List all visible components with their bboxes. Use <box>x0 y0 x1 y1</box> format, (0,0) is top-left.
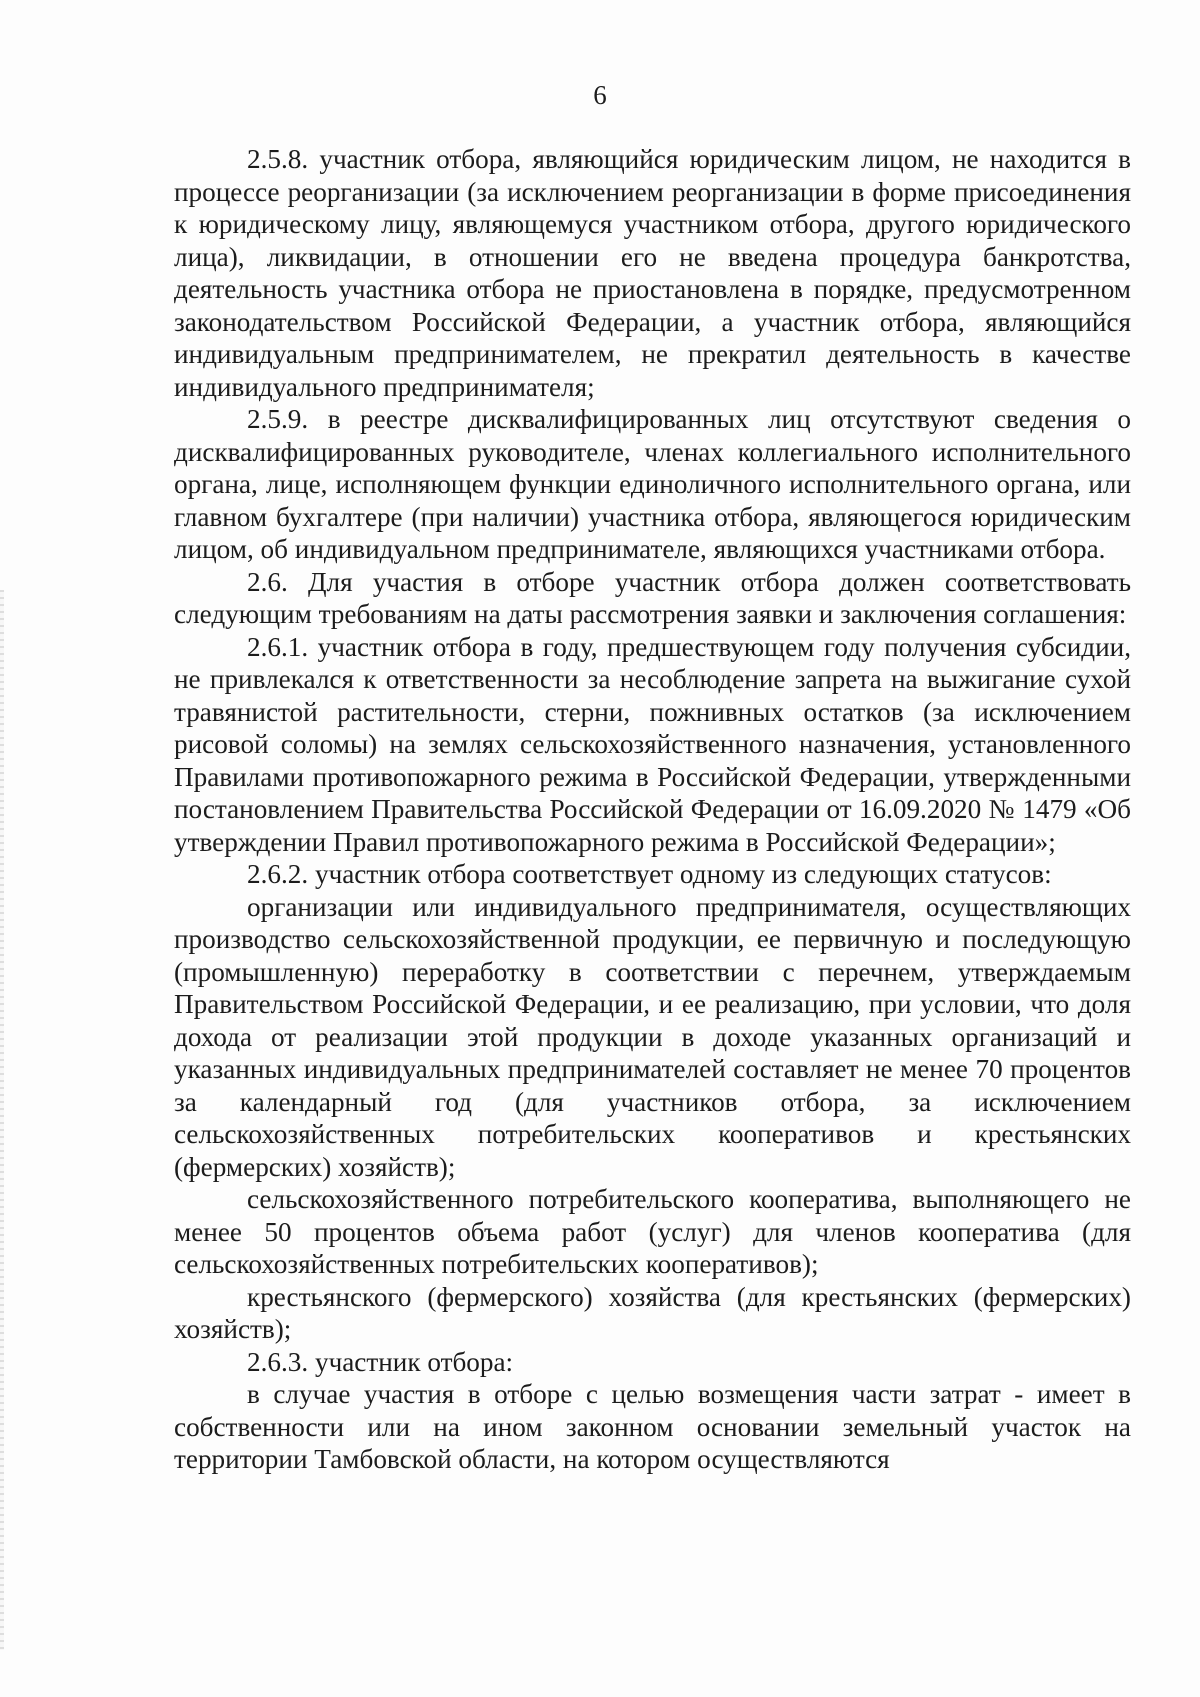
paragraph-2-5-9: 2.5.9. в реестре дисквалифицированных лиц отсутствуют сведения о дисквалифицированных руководителе, членах коллегиального исполнительного органа, лице, исполняющем функции единоличного исполнительного органа, или главном бухгалтере (при наличии) участника отбора, являющегося юридическим лицом, об индивидуальном предпринимателе, являющихся участниками отбора. <box>174 404 1131 564</box>
paragraph-status-organization: организации или индивидуального предпринимателя, осуществляющих производство сельскохозяйственной продукции, ее первичную и последующую (промышленную) переработку в соответствии с перечнем, утверждаемым Правительством Российской Федерации, и ее реализацию, при условии, что доля дохода от реализации этой продукции в доходе указанных организаций и указанных индивидуальных предпринимателей составляет не менее 70 процентов за календарный год (для участников отбора, за исключением сельскохозяйственных потребительских кооперативов и крестьянских (фермерских) хозяйств); <box>174 891 1131 1182</box>
scan-binding-edge <box>0 590 4 1650</box>
paragraph-2-6: 2.6. Для участия в отборе участник отбора должен соответствовать следующим требованиям на даты рассмотрения заявки и заключения соглашения: <box>174 566 1131 629</box>
document-body <box>174 143 1131 1476</box>
paragraph-status-farm: крестьянского (фермерского) хозяйства (для крестьянских (фермерских) хозяйств); <box>174 1281 1131 1344</box>
paragraph-land-plot: в случае участия в отборе с целью возмещения части затрат - имеет в собственности или на ином законном основании земельный участок на территории Тамбовской области, на котором осуществляются <box>174 1379 1131 1474</box>
paragraph-2-6-1: 2.6.1. участник отбора в году, предшествующем году получения субсидии, не привлекался к ответственности за несоблюдение запрета на выжигание сухой травянистой растительности, стерни, пожнивных остатков (за исключением рисовой соломы) на землях сельскохозяйственного назначения, установленного Правилами противопожарного режима в Российской Федерации, утвержденными постановлением Правительства Российской Федерации от 16.09.2020 № 1479 «Об утверждении Правил противопожарного режима в Российской Федерации»; <box>174 631 1131 857</box>
paragraph-2-5-8: 2.5.8. участник отбора, являющийся юридическим лицом, не находится в процессе реорганизации (за исключением реорганизации в форме присоединения к юридическому лицу, являющемуся участником отбора, другого юридического лица), ликвидации, в отношении его не введена процедура банкротства, деятельность участника отбора не приостановлена в порядке, предусмотренном законодательством Российской Федерации, а участник отбора, являющийся индивидуальным предпринимателем, не прекратил деятельность в качестве индивидуального предпринимателя; <box>174 144 1131 402</box>
paragraph-2-6-2: 2.6.2. участник отбора соответствует одному из следующих статусов: <box>247 859 1052 889</box>
paragraph-2-6-3: 2.6.3. участник отбора: <box>247 1346 514 1377</box>
page-number: 6 <box>593 80 607 110</box>
paragraph-status-cooperative: сельскохозяйственного потребительского кооператива, выполняющего не менее 50 процентов объема работ (услуг) для членов кооператива (для сельскохозяйственных потребительских кооперативов); <box>174 1184 1131 1279</box>
